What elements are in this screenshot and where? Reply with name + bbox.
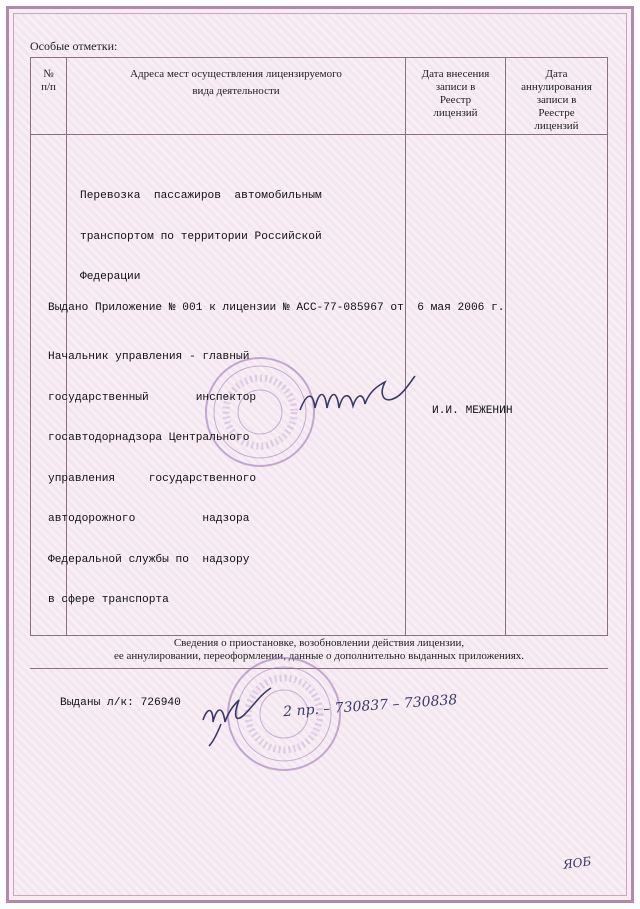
column-divider-2 (405, 57, 406, 635)
official-title-line: автодорожного надзора (48, 513, 250, 525)
header-text: № (43, 68, 54, 80)
appendix-issued-line: Выдано Приложение № 001 к лицензии № АСС-77-085967 от 6 мая 2006 г. (48, 302, 505, 314)
column-header-address (67, 68, 405, 98)
official-title-line: госавтодорнадзора Центрального (48, 432, 250, 444)
column-header-date-entry (406, 68, 505, 120)
header-text: записи в (536, 94, 577, 106)
handwritten-initials: ЯОБ (562, 854, 593, 872)
header-text: аннулирования (521, 81, 592, 93)
column-header-number (31, 68, 66, 94)
official-title-line: государственный инспектор (48, 391, 257, 404)
official-title-line: Начальник управления - главный (48, 351, 250, 363)
table-left-border (30, 57, 31, 635)
activity-line: Федерации (80, 271, 141, 283)
official-signature (295, 372, 430, 422)
header-text: лицензий (433, 107, 478, 119)
header-text: Дата внесения (421, 68, 490, 80)
column-header-date-cancel (506, 68, 607, 133)
header-text: лицензий (534, 120, 579, 132)
header-text: записи в (435, 81, 476, 93)
activity-line: Перевозка пассажиров автомобильным (80, 190, 322, 202)
official-title-line: Федеральной службы по надзору (48, 553, 250, 566)
header-text: вида деятельности (192, 85, 280, 97)
header-text: Адреса мест осуществления лицензируемого (130, 68, 342, 80)
header-text: Реестр (439, 94, 472, 106)
official-title (48, 324, 256, 621)
footer-title-line: ее аннулировании, переоформлении, данные о дополнительно выданных приложениях. (113, 650, 525, 662)
issued-forms-label: Выданы л/к: 726940 (60, 697, 181, 709)
special-marks-label: Особые отметки: (30, 39, 118, 53)
official-title-line: в сфере транспорта (48, 594, 169, 606)
table-right-border (607, 57, 608, 635)
footer-title-line: Сведения о приостановке, возобновлении действия лицензии, (173, 637, 465, 649)
header-text: Дата (545, 68, 568, 80)
column-divider-3 (505, 57, 506, 635)
table-header-border (30, 134, 608, 135)
header-text: Реестре (538, 107, 575, 119)
footer-signature (195, 680, 285, 750)
handwritten-note: 2 пр. – 730837 – 730838 (282, 691, 463, 721)
header-text: п/п (41, 81, 56, 93)
table-bottom-border (30, 635, 608, 636)
official-name: И.И. МЕЖЕНИН (432, 405, 513, 417)
activity-line: транспортом по территории Российской (80, 230, 322, 243)
official-title-line: управления государственного (48, 472, 257, 485)
activity-description (80, 163, 322, 298)
table-top-border (30, 57, 608, 58)
